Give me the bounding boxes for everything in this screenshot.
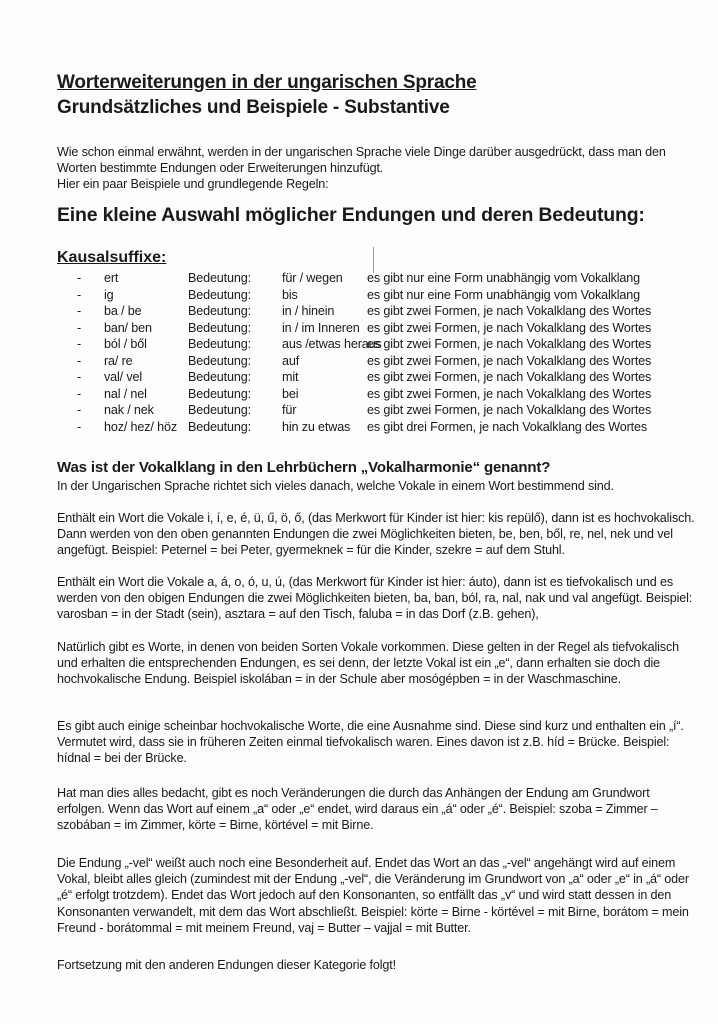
meaning: bei [282,386,299,401]
table-row [57,370,707,387]
document-subtitle: Grundsätzliches und Beispiele - Substantive [57,97,450,118]
bullet-dash: - [77,419,82,434]
suffix: nak / nek [104,403,154,417]
suffix: ra/ re [104,353,133,368]
suffix: nal / nel [104,386,147,401]
table-row [57,420,707,437]
form-note: es gibt zwei Formen, je nach Vokalklang des Wortes [367,386,652,401]
meaning: für / wegen [282,271,343,285]
bullet-dash: - [77,287,82,302]
meaning: in / hinein [282,304,335,318]
suffix: ból / ből [104,337,147,351]
table-row [57,271,707,288]
kausalsuffixe-heading: Kausalsuffixe: [57,249,167,266]
suffix: hoz/ hez/ höz [104,419,177,434]
meaning-label: Bedeutung: [188,320,251,335]
paragraph-vel-endung: Die Endung „-vel“ weißt auch noch eine Besonderheit auf. Endet das Wort an das „-vel“ angehängt wird auf einem Vokal, bleibt alles gleich (zumindest mit der Endung „-vel“, die Veränderung im Grundwort von „a“ oder „e“ in „á“ oder „é“ erfolgt trotzdem). Endet das Wort jedoch auf den Konsonanten, so entfällt das „v“ und wird statt dessen in den Konsonanten verwandelt, mit dem das Wort abschließt. Beispiel: körte = Birne - körtével = mit Birne, borátom = mein Freund - borátommal = mit meinem Freund, vaj = Butter – vajjal = mit Butter. [57,856,689,935]
suffix: ban/ ben [104,320,152,335]
meaning: für [282,403,297,417]
suffix: ig [104,287,114,302]
form-note: es gibt nur eine Form unabhängig vom Vokalklang [367,271,640,285]
suffix: val/ vel [104,370,142,384]
section-heading: Eine kleine Auswahl möglicher Endungen und deren Bedeutung: [57,204,645,226]
table-row [57,387,707,404]
meaning: bis [282,287,298,302]
meaning-label: Bedeutung: [188,370,251,384]
bullet-dash: - [77,370,82,384]
form-note: es gibt zwei Formen, je nach Vokalklang des Wortes [367,304,652,318]
form-note: es gibt zwei Formen, je nach Vokalklang des Wortes [367,320,652,335]
document-title: Worterweiterungen in der ungarischen Sprache [57,72,477,93]
table-row [57,403,707,420]
meaning: auf [282,353,300,368]
form-note: es gibt zwei Formen, je nach Vokalklang des Wortes [367,353,652,368]
bullet-dash: - [77,304,82,318]
paragraph-hochvokalisch: Enthält ein Wort die Vokale i, í, e, é, ü, ű, ö, ő, (das Merkwort für Kinder ist hier: kis repülő), dann ist es hochvokalisch. Dann werden von den oben genannten Endungen die zwei Möglichkeiten bieten, be, ben, ből, re, nel, nek und vel angefügt. Beispiel: Peternel = bei Peter, gyermeknek = für die Kinder, szekre = auf dem Stuhl. [57,511,695,558]
form-note: es gibt zwei Formen, je nach Vokalklang des Wortes [367,337,652,351]
intro-paragraph: Wie schon einmal erwähnt, werden in der ungarischen Sprache viele Dinge darüber ausgedrückt, dass man den Worten bestimmte Endungen oder Erweiterungen hinzufügt. [57,145,666,176]
table-row [57,354,707,371]
meaning-label: Bedeutung: [188,419,251,434]
paragraph-gemischt: Natürlich gibt es Worte, in denen von beiden Sorten Vokale vorkommen. Diese gelten in der Regel als tiefvokalisch und erhalten die entsprechenden Endungen, es sei denn, der letzte Vokal ist ein „e“, dann erhalten sie doch die hochvokalische Endung. Beispiel iskolában = in der Schule aber mosógépben = in der Waschmaschine. [57,640,679,687]
paragraph-tiefvokalisch: Enthält ein Wort die Vokale a, á, o, ó, u, ú, (das Merkwort für Kinder ist hier: áuto), dann ist es tiefvokalisch und es werden von den obigen Endungen die zwei Möglichkeiten bieten, ba, ban, ból, ra, nal, nak und val angefügt. Beispiel: varosban = in der Stadt (sein), asztara = auf den Tisch, faluba = in das Dorf (z.B. gehen), [57,575,693,622]
table-row [57,288,707,305]
suffix: ert [104,271,119,285]
bullet-dash: - [77,386,82,401]
bullet-dash: - [77,353,82,368]
meaning: mit [282,370,299,384]
meaning-label: Bedeutung: [188,271,251,285]
vokal-intro: In der Ungarischen Sprache richtet sich vieles danach, welche Vokale in einem Wort bestimmend sind. [57,479,614,493]
suffix: ba / be [104,304,142,318]
paragraph-veraenderungen: Hat man dies alles bedacht, gibt es noch Veränderungen die durch das Anhängen der Endung am Grundwort erfolgen. Wenn das Wort auf einem „a“ oder „e“ endet, wird daraus ein „á“ oder „é“. Beispiel: szoba = Zimmer – szobában = im Zimmer, körte = Birne, körtével = mit Birne. [57,786,658,833]
intro-line: Hier ein paar Beispiele und grundlegende Regeln: [57,177,329,191]
form-note: es gibt zwei Formen, je nach Vokalklang des Wortes [367,370,652,384]
table-row [57,321,707,338]
bullet-dash: - [77,403,82,417]
meaning-label: Bedeutung: [188,386,251,401]
suffix-table [57,271,707,436]
form-note: es gibt drei Formen, je nach Vokalklang des Wortes [367,419,647,434]
meaning-label: Bedeutung: [188,337,251,351]
form-note: es gibt nur eine Form unabhängig vom Vokalklang [367,287,640,302]
vokalklang-heading: Was ist der Vokalklang in den Lehrbüchern „Vokalharmonie“ genannt? [57,459,551,476]
table-row [57,337,707,354]
paragraph-ausnahme: Es gibt auch einige scheinbar hochvokalische Worte, die eine Ausnahme sind. Diese sind kurz und enthalten ein „í“. Vermutet wird, dass sie in früheren Zeiten einmal tiefvokalisch waren. Eines davon ist z.B. híd = Brücke. Beispiel: hídnal = bei der Brücke. [57,719,684,766]
table-row [57,304,707,321]
meaning-label: Bedeutung: [188,353,251,368]
meaning-label: Bedeutung: [188,403,251,417]
bullet-dash: - [77,337,82,351]
scan-mark-line [373,247,374,273]
meaning-label: Bedeutung: [188,304,251,318]
form-note: es gibt zwei Formen, je nach Vokalklang des Wortes [367,403,652,417]
meaning: hin zu etwas [282,419,351,434]
bullet-dash: - [77,320,82,335]
bullet-dash: - [77,271,82,285]
meaning: in / im Inneren [282,320,360,335]
meaning: aus /etwas heraus [282,337,382,351]
meaning-label: Bedeutung: [188,287,251,302]
closing-note: Fortsetzung mit den anderen Endungen dieser Kategorie folgt! [57,958,396,972]
